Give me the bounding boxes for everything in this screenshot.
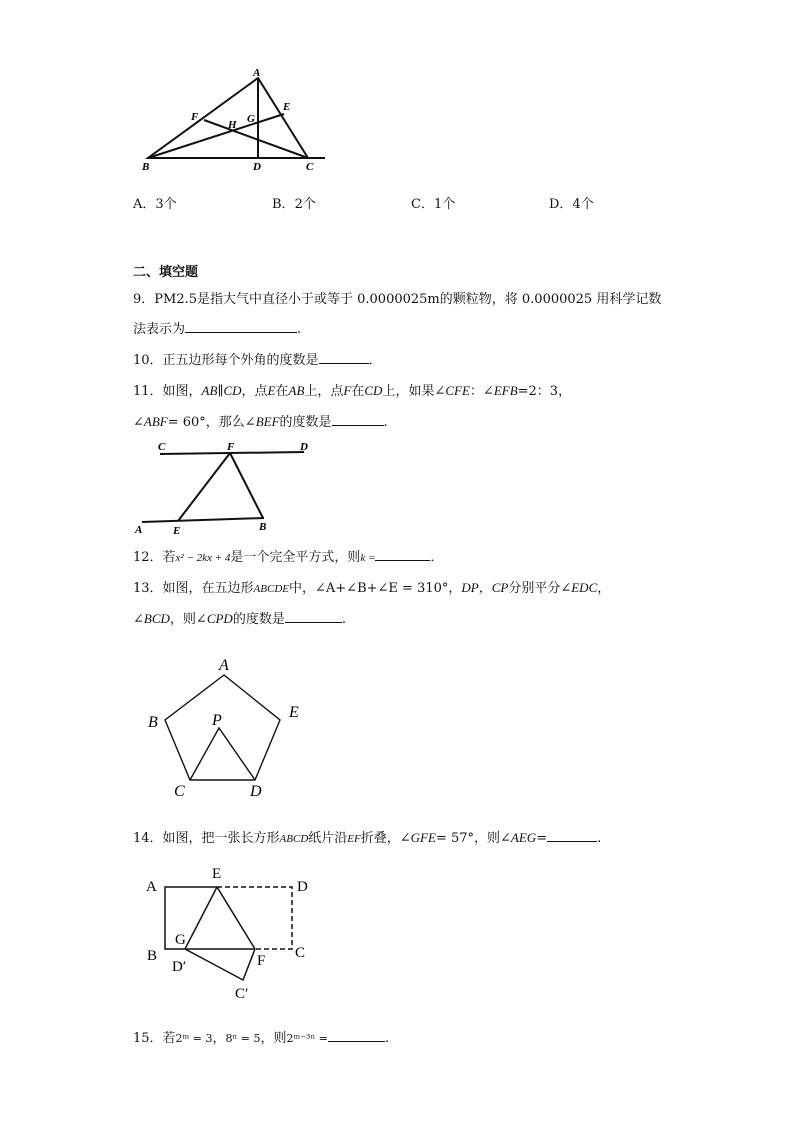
question-10: 10．正五边形每个外角的度数是 ． — [133, 353, 382, 368]
label-d: D — [297, 879, 308, 895]
label-f: F — [257, 953, 266, 969]
label-d: D — [300, 441, 308, 453]
segment-fe — [178, 453, 230, 521]
question-11-line1: 11．如图，AB∥CD，点E在AB上，点F在CD上，如果∠CFE：∠EFB=2：3， — [133, 383, 572, 399]
option-b[interactable]: B．2个 — [272, 197, 316, 212]
label-f: F — [227, 441, 235, 453]
segment-eg — [185, 887, 217, 949]
label-b: B — [142, 161, 150, 173]
pentagon-abcde — [165, 675, 280, 780]
label-e: E — [173, 525, 181, 537]
label-e: E — [212, 866, 222, 882]
question-13-line1: 13．如图，在五边形ABCDE中，∠A+∠B+∠E = 310°，DP，CP分别平分∠EDC， — [133, 580, 611, 596]
segment-ef — [217, 887, 255, 949]
label-a: A — [219, 657, 229, 674]
parallel-lines-figure-q11 — [132, 438, 312, 538]
segment-cf — [204, 120, 308, 158]
label-a: A — [135, 524, 143, 536]
label-g: G — [247, 113, 255, 125]
label-h: H — [228, 119, 237, 131]
label-p: P — [212, 712, 222, 729]
section-title: 二、填空题 — [133, 265, 199, 280]
label-a: A — [146, 879, 157, 895]
answer-blank-15[interactable] — [328, 1029, 385, 1042]
label-c: C — [158, 441, 166, 453]
answer-blank-10[interactable] — [319, 351, 369, 364]
question-14: 14．如图，把一张长方形ABCD纸片沿EF折叠，∠GFE= 57°，则∠AEG= . — [133, 830, 602, 846]
label-c: C — [295, 945, 306, 961]
question-15: 15．若2ᵐ = 3，8ⁿ = 5，则2ᵐ⁻³ⁿ = . — [133, 1031, 390, 1046]
option-a[interactable]: A．3个 — [133, 197, 177, 212]
answer-blank-9[interactable] — [185, 320, 297, 333]
answer-blank-14[interactable] — [547, 829, 597, 842]
segment-fb — [230, 453, 263, 518]
label-f: F — [191, 111, 199, 123]
dashed-folded-part — [217, 887, 292, 949]
label-c: C — [174, 783, 185, 800]
option-c[interactable]: C．1个 — [411, 197, 456, 212]
answer-blank-13[interactable] — [285, 610, 342, 623]
label-d-prime: D′ — [172, 959, 187, 975]
left-part-abe — [165, 887, 217, 949]
option-d[interactable]: D．4个 — [549, 197, 594, 212]
label-b: B — [148, 714, 158, 731]
label-b: B — [259, 521, 267, 533]
label-e: E — [289, 704, 299, 721]
line-ab — [142, 518, 264, 522]
question-11-line2: ∠ABF= 60°，那么∠BEF的度数是 . — [133, 414, 388, 430]
folded-rectangle-figure-q14 — [140, 860, 330, 1010]
question-9-line2: 法表示为 . — [133, 322, 302, 337]
segment-be — [148, 114, 284, 158]
label-c: C — [306, 161, 314, 173]
answer-blank-12[interactable] — [375, 548, 430, 561]
question-9-line1: 9．PM2.5是指大气中直径小于或等于 0.0000025m的颗粒物，将 0.0000025 用科学记数 — [133, 292, 662, 307]
triangle-figure-q8 — [140, 66, 330, 176]
label-c-prime: C′ — [235, 986, 249, 1002]
label-e: E — [283, 101, 291, 113]
triangle-abc — [148, 78, 308, 158]
label-a: A — [253, 67, 261, 79]
question-13-line2: ∠BCD，则∠CPD的度数是 . — [133, 611, 346, 627]
folded-flap — [185, 949, 255, 980]
label-d: D — [250, 783, 262, 800]
label-b: B — [147, 948, 158, 964]
triangle-cpd — [190, 728, 255, 780]
answer-blank-11[interactable] — [332, 413, 384, 426]
label-d: D — [253, 161, 261, 173]
pentagon-figure-q13 — [140, 650, 320, 805]
label-g: G — [175, 932, 186, 948]
question-12: 12．若x² − 2kx + 4是一个完全平方式，则k = ． — [133, 550, 444, 565]
